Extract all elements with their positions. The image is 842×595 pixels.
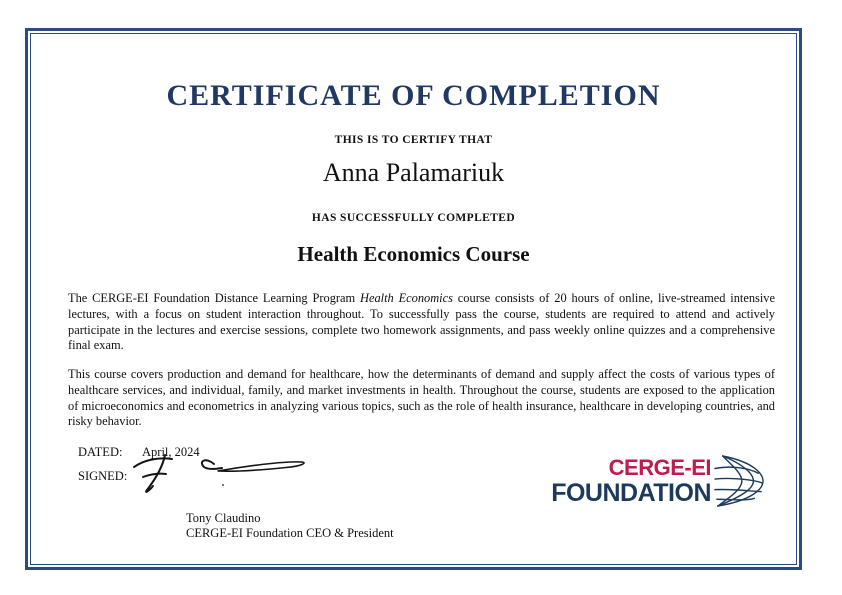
logo-wordmark (551, 454, 711, 507)
completed-statement: HAS SUCCESSFULLY COMPLETED (311, 212, 516, 224)
course-description-paragraph-2: This course covers production and demand for healthcare, how the determinants of demand and supply affect the costs of various types of healthcare services, and individual, family, and market investments in health. Throughout the course, students are exposed to the application of microeconomics and econometrics in analyzing various topics, such as the role of health insurance, healthcare in developing countries, and risky behavior. (68, 367, 775, 429)
signer-name: Tony Claudino (186, 511, 261, 525)
course-title: Health Economics Course (297, 242, 530, 266)
course-description-paragraph-1 (34, 291, 793, 354)
paragraph-1-text-before: The CERGE-EI Foundation Distance Learning Program (68, 291, 360, 305)
recipient-name: Anna Palamariuk (322, 158, 505, 187)
cerge-ei-foundation-logo (551, 452, 764, 510)
certify-statement: THIS IS TO CERTIFY THAT (334, 134, 493, 146)
globe-wireframe-icon (714, 452, 764, 510)
paragraph-1-course-name-italic: Health Economics (360, 291, 453, 305)
dated-label: DATED: (78, 445, 123, 459)
signed-label: SIGNED: (78, 469, 128, 483)
dated-value: April, 2024 (142, 445, 200, 459)
signer-title: CERGE-EI Foundation CEO & President (186, 526, 394, 541)
logo-line-foundation: FOUNDATION (551, 478, 711, 507)
logo-line-cerge-ei: CERGE-EI (608, 454, 711, 480)
certificate-title: CERTIFICATE OF COMPLETION (166, 79, 661, 112)
paragraph-1-text-after: course consists of 20 hours of online, live-streamed intensive lectures, with a focus on student interaction throughout. To successfully pass the course, students are required to attend and actively participate in the lectures and exercise sessions, complete two homework assignments, and pass weekly online quizzes and a comprehensive final exam. (68, 291, 775, 353)
signer-identity (78, 511, 793, 542)
signature-handwriting (126, 449, 321, 497)
